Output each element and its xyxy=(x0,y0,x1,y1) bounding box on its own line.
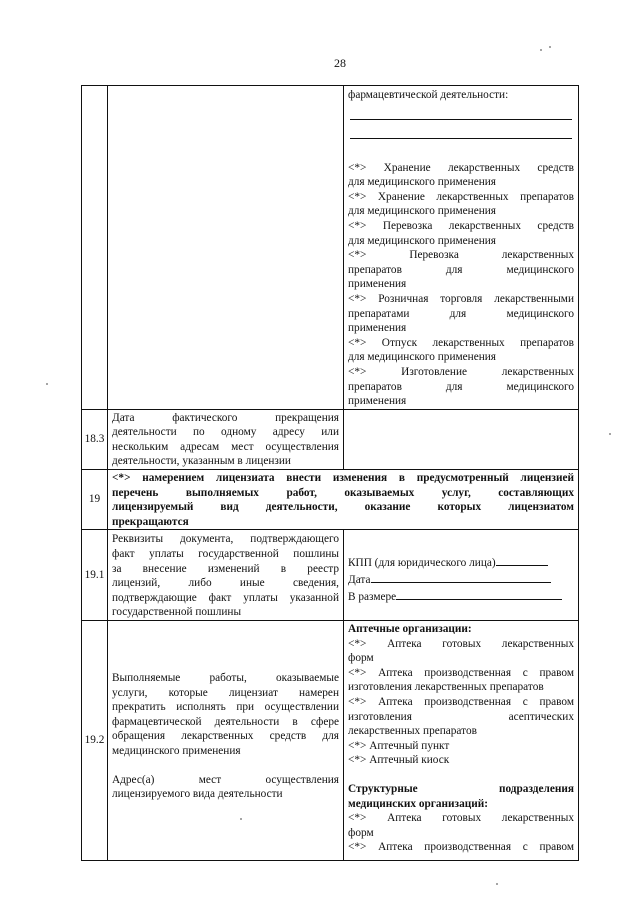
amount-field[interactable]: В размере xyxy=(348,588,574,605)
row-number-cell xyxy=(82,86,108,410)
description-cell: Реквизиты документа, подтверждающего факт уплаты государственной пошлины за внесение изменений в реестр лицензий, либо иные сведения, подтверждающие факт уплаты указанной государственной пошлины xyxy=(108,530,344,621)
description-cell: Дата фактического прекращения деятельности по одному адресу или нескольким адресам мест осуществления деятельности, указанным в лицензии xyxy=(108,409,344,469)
page-number: 28 xyxy=(334,56,346,70)
structural-heading-line2: медицинских организаций: xyxy=(348,797,489,810)
kpp-input-line[interactable] xyxy=(496,554,548,566)
table-row xyxy=(82,409,579,469)
input-line[interactable] xyxy=(350,107,572,120)
pharmacy-options-list xyxy=(348,637,574,768)
organization-options-cell xyxy=(344,621,579,861)
list-item[interactable]: <*> Изготовление лекарственных препаратов для медицинского применения xyxy=(348,365,574,408)
table-row xyxy=(82,86,579,410)
list-item[interactable]: <*> Аптека готовых лекарственных форм xyxy=(348,812,574,839)
list-item[interactable]: <*> Хранение лекарственных препаратов для медицинского применения xyxy=(348,190,574,218)
input-line[interactable] xyxy=(350,126,572,139)
structural-heading: Структурные подразделения xyxy=(348,782,574,795)
scan-speck xyxy=(540,49,542,51)
row-number-cell: 19 xyxy=(82,470,108,530)
structural-options-list xyxy=(348,811,574,855)
row-number-cell: 19.1 xyxy=(82,530,108,621)
list-item[interactable]: <*> Аптека производственная с правом xyxy=(348,841,574,854)
scan-speck xyxy=(609,433,611,435)
license-form-table xyxy=(81,85,579,861)
scan-speck xyxy=(240,818,242,820)
activity-types-cell xyxy=(344,86,579,410)
list-item[interactable]: <*> Аптека производственная с правом изготовления лекарственных препаратов xyxy=(348,666,574,694)
table-row xyxy=(82,530,579,621)
amount-input-line[interactable] xyxy=(396,588,562,600)
row-number-cell: 19.2 xyxy=(82,621,108,861)
row-number-cell: 18.3 xyxy=(82,409,108,469)
kpp-field[interactable]: КПП (для юридического лица) xyxy=(348,554,574,571)
description-cell: Выполняемые работы, оказываемые услуги, которые лицензиат намерен прекратить исполнять при осуществлении фармацевтической деятельности в сфере обращения лекарственных средств для медицинского применения Адрес(а) мест осуществления лицензируемого вида деятельности xyxy=(108,621,344,861)
list-item[interactable]: <*> Аптечный киоск xyxy=(348,754,450,767)
section-heading-cell[interactable]: <*> намерением лицензиата внести изменения в предусмотренный лицензией перечень выполняемых работ, оказываемых услуг, составляющих лицензируемый вид деятельности, оказание которых лицензиатом прекращаются xyxy=(108,470,579,530)
activity-options-list xyxy=(348,161,574,409)
description-cell xyxy=(108,86,344,410)
date-field[interactable]: Дата xyxy=(348,571,574,588)
table-row xyxy=(82,470,579,530)
list-item[interactable]: <*> Перевозка лекарственных препаратов для медицинского применения xyxy=(348,249,574,291)
list-item[interactable]: <*> Аптека производственная с правом изготовления асептических лекарственных препаратов xyxy=(348,695,574,738)
pharmacy-heading: Аптечные организации: xyxy=(348,623,472,635)
scan-speck xyxy=(46,383,48,385)
value-cell[interactable] xyxy=(344,409,579,469)
scan-speck xyxy=(496,883,498,885)
list-item[interactable]: <*> Розничная торговля лекарственными препаратами для медицинского применения xyxy=(348,292,574,335)
list-item[interactable]: <*> Хранение лекарственных средств для медицинского применения xyxy=(348,161,574,189)
list-item[interactable]: <*> Аптека готовых лекарственных форм xyxy=(348,637,574,665)
table-row xyxy=(82,621,579,861)
payment-details-cell xyxy=(344,530,579,621)
list-item[interactable]: <*> Отпуск лекарственных препаратов для медицинского применения xyxy=(348,336,574,364)
activity-types-lead: фармацевтической деятельности: xyxy=(348,89,509,101)
scan-speck xyxy=(549,46,551,48)
date-input-line[interactable] xyxy=(371,571,551,583)
list-item[interactable]: <*> Аптечный пункт xyxy=(348,739,450,752)
list-item[interactable]: <*> Перевозка лекарственных средств для медицинского применения xyxy=(348,219,574,247)
